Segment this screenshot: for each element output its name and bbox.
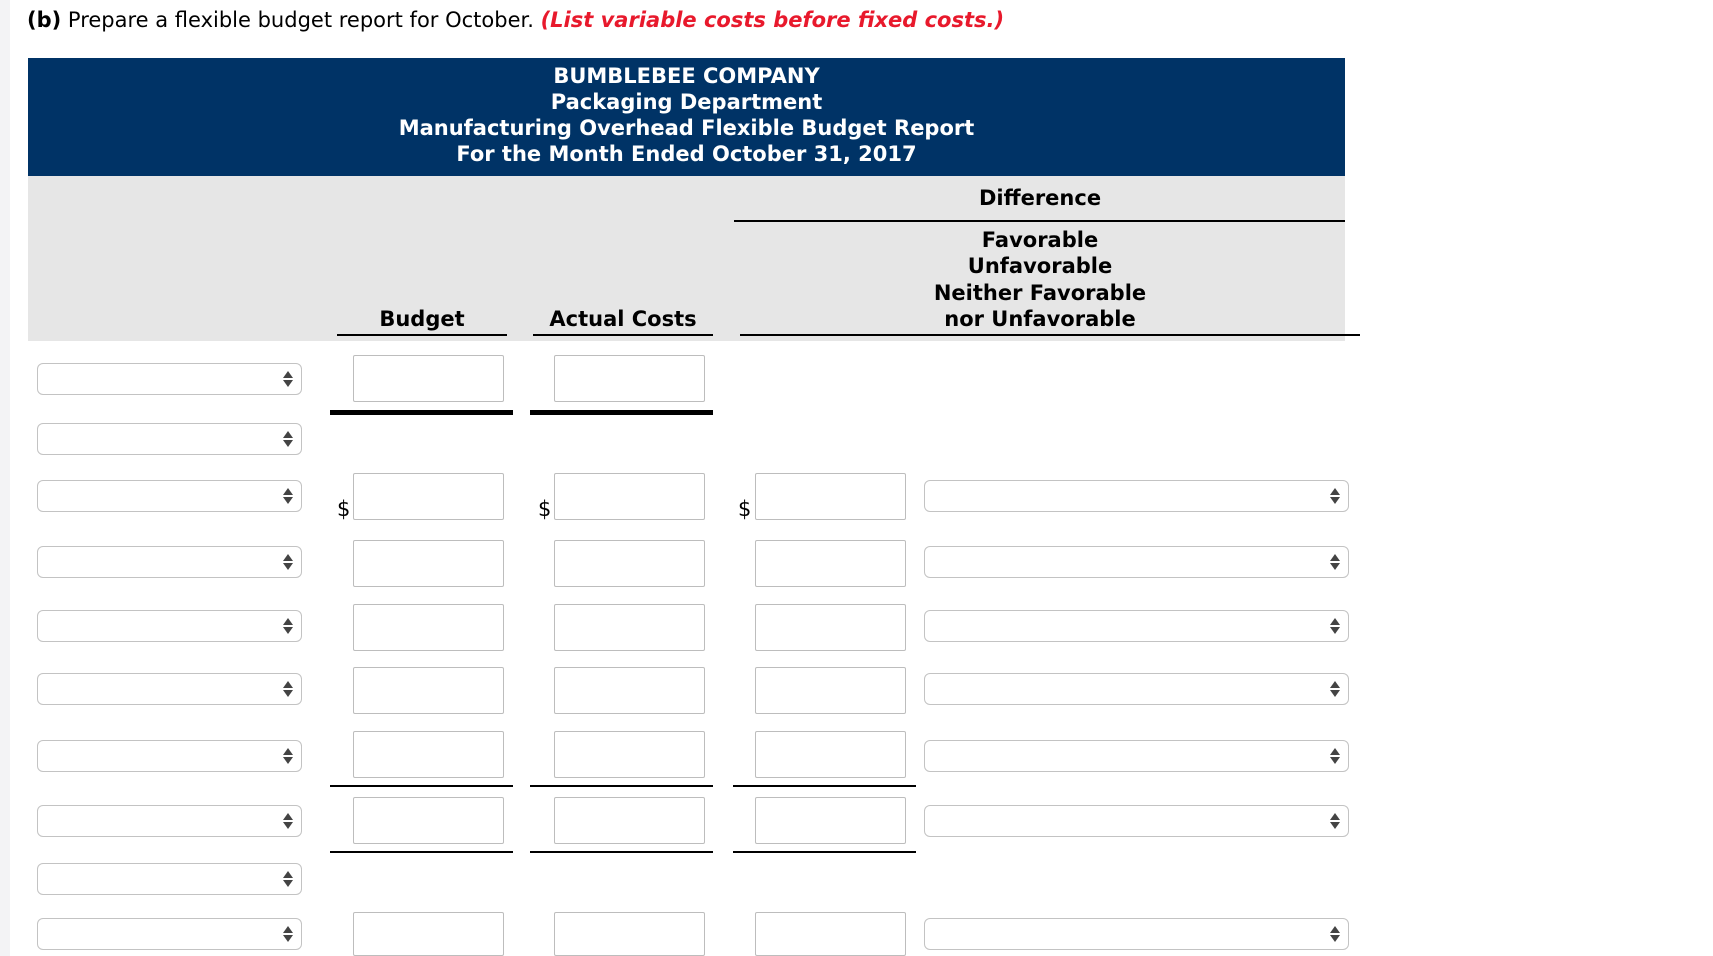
actual-header-rule — [533, 334, 713, 336]
report-header — [28, 58, 1345, 176]
difference-status-header-rule — [740, 334, 1360, 336]
up-down-arrows-icon — [1330, 487, 1340, 505]
instruction-body: Prepare a flexible budget report for October. — [61, 8, 541, 32]
row-3-budget-input[interactable] — [353, 473, 504, 520]
row-8-budget-input[interactable] — [353, 797, 504, 844]
up-down-arrows-icon — [283, 617, 293, 635]
row-10-budget-input[interactable] — [353, 912, 504, 956]
row-8-actual-input[interactable] — [554, 797, 705, 844]
row-7-budget-total-rule — [330, 785, 513, 787]
row-5-status-select[interactable] — [924, 610, 1349, 642]
row-5-difference-input[interactable] — [755, 604, 906, 651]
row-8-budget-total-rule — [330, 851, 513, 853]
row-5-actual-input[interactable] — [554, 604, 705, 651]
row-1-budget-double-rule — [330, 410, 513, 415]
row-1-account-select[interactable] — [37, 363, 302, 395]
row-8-status-select[interactable] — [924, 805, 1349, 837]
row-10-status-select[interactable] — [924, 918, 1349, 950]
left-page-margin — [0, 0, 10, 956]
row-6-difference-input[interactable] — [755, 667, 906, 714]
row-5-account-select[interactable] — [37, 610, 302, 642]
difference-header-rule — [734, 220, 1345, 222]
row-8-difference-input[interactable] — [755, 797, 906, 844]
row-7-actual-input[interactable] — [554, 731, 705, 778]
row-6-budget-input[interactable] — [353, 667, 504, 714]
row-6-actual-input[interactable] — [554, 667, 705, 714]
row-10-difference-input[interactable] — [755, 912, 906, 956]
difference-option-nor-unfavorable: nor Unfavorable — [944, 307, 1136, 331]
difference-option-neither: Neither Favorable — [933, 281, 1147, 305]
row-8-account-select[interactable] — [37, 805, 302, 837]
up-down-arrows-icon — [283, 680, 293, 698]
difference-option-unfavorable: Unfavorable — [967, 254, 1113, 278]
department-name: Packaging Department — [550, 90, 823, 114]
up-down-arrows-icon — [283, 747, 293, 765]
row-3-difference-dollar: $ — [738, 497, 752, 521]
up-down-arrows-icon — [1330, 680, 1340, 698]
instruction-note: (List variable costs before fixed costs.) — [540, 8, 1005, 32]
up-down-arrows-icon — [1330, 812, 1340, 830]
row-9-account-select[interactable] — [37, 863, 302, 895]
up-down-arrows-icon — [283, 870, 293, 888]
row-3-budget-dollar: $ — [337, 497, 351, 521]
row-4-actual-input[interactable] — [554, 540, 705, 587]
row-4-budget-input[interactable] — [353, 540, 504, 587]
difference-option-favorable: Favorable — [981, 228, 1099, 252]
row-1-actual-input[interactable] — [554, 355, 705, 402]
part-label: (b) — [27, 8, 62, 32]
row-7-status-select[interactable] — [924, 740, 1349, 772]
budget-header: Budget — [379, 307, 465, 331]
up-down-arrows-icon — [283, 812, 293, 830]
up-down-arrows-icon — [1330, 747, 1340, 765]
row-8-actual-total-rule — [530, 851, 713, 853]
up-down-arrows-icon — [283, 487, 293, 505]
up-down-arrows-icon — [283, 925, 293, 943]
up-down-arrows-icon — [283, 370, 293, 388]
actual-costs-header: Actual Costs — [549, 307, 697, 331]
budget-header-rule — [337, 334, 507, 336]
row-1-budget-input[interactable] — [353, 355, 504, 402]
row-2-account-select[interactable] — [37, 423, 302, 455]
row-3-account-select[interactable] — [37, 480, 302, 512]
row-3-difference-input[interactable] — [755, 473, 906, 520]
report-period: For the Month Ended October 31, 2017 — [456, 142, 917, 166]
row-4-status-select[interactable] — [924, 546, 1349, 578]
row-7-budget-input[interactable] — [353, 731, 504, 778]
up-down-arrows-icon — [283, 430, 293, 448]
up-down-arrows-icon — [1330, 617, 1340, 635]
up-down-arrows-icon — [1330, 553, 1340, 571]
company-name: BUMBLEBEE COMPANY — [553, 64, 820, 88]
row-6-account-select[interactable] — [37, 673, 302, 705]
row-7-difference-total-rule — [733, 785, 916, 787]
report-title: Manufacturing Overhead Flexible Budget Report — [398, 116, 975, 140]
row-7-actual-total-rule — [530, 785, 713, 787]
up-down-arrows-icon — [1330, 925, 1340, 943]
difference-header: Difference — [978, 186, 1102, 210]
row-3-status-select[interactable] — [924, 480, 1349, 512]
row-4-account-select[interactable] — [37, 546, 302, 578]
row-7-difference-input[interactable] — [755, 731, 906, 778]
row-10-actual-input[interactable] — [554, 912, 705, 956]
row-7-account-select[interactable] — [37, 740, 302, 772]
row-5-budget-input[interactable] — [353, 604, 504, 651]
row-8-difference-total-rule — [733, 851, 916, 853]
row-4-difference-input[interactable] — [755, 540, 906, 587]
instruction-text — [27, 8, 1004, 32]
row-1-actual-double-rule — [530, 410, 713, 415]
row-3-actual-dollar: $ — [538, 497, 552, 521]
row-6-status-select[interactable] — [924, 673, 1349, 705]
row-3-actual-input[interactable] — [554, 473, 705, 520]
row-10-account-select[interactable] — [37, 918, 302, 950]
up-down-arrows-icon — [283, 553, 293, 571]
